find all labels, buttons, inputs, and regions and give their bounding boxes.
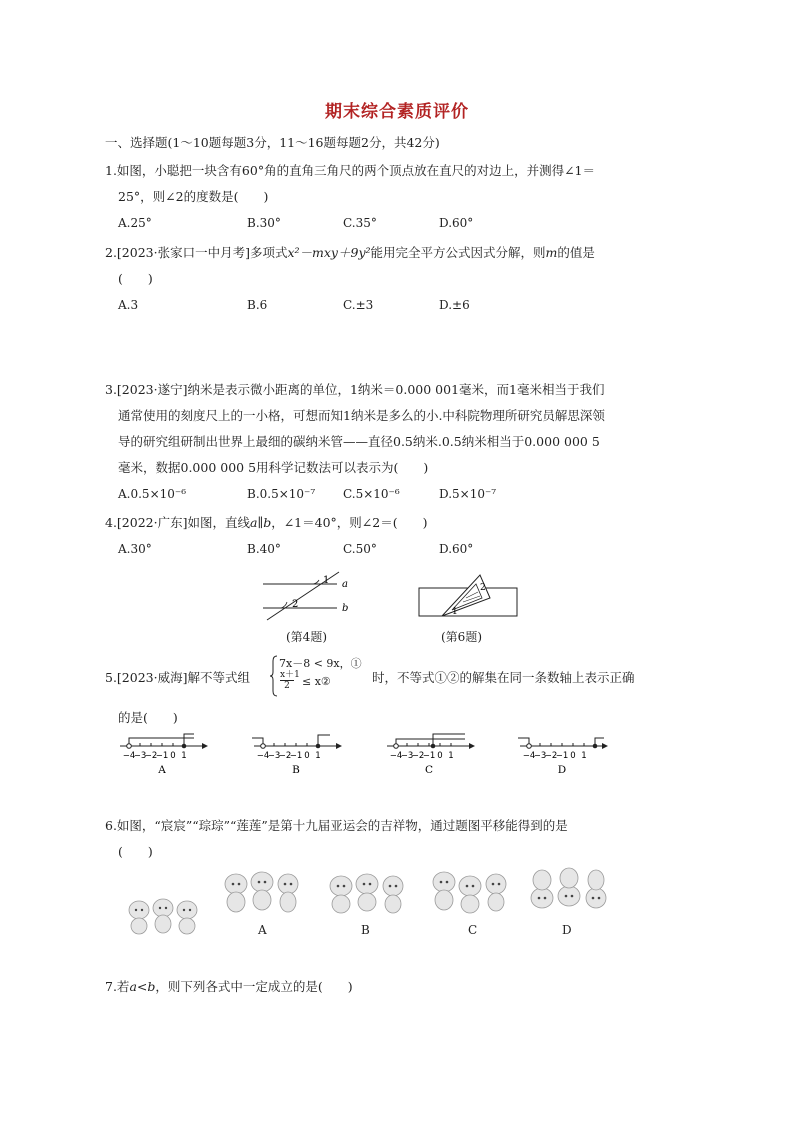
q3-option-b[interactable]: B.0.5×10⁻⁷ [247,487,316,501]
q4-prefix: 4.[2022·广东]如图，直线 [105,515,250,530]
q5-fraction-numerator: x＋1 [280,670,300,680]
q4-option-d[interactable]: D.60° [439,542,474,556]
q2-var-m: m [545,245,558,260]
q5-choice-a: A [158,764,166,776]
q3-line2: 通常使用的刻度尺上的一小格，可想而知1纳米是多么的小.中科院物理所研究员解思深领 [118,408,605,423]
q1-option-d[interactable]: D.60° [439,216,474,230]
q5a-tick-0: −4 [122,751,136,761]
q3-line1: 3.[2023·遂宁]纳米是表示微小距离的单位，1纳米＝0.000 001毫米，而1毫米相当于我们 [105,382,605,397]
q5c-tick-4: 0 [437,751,443,761]
figure-4-caption: (第4题) [286,630,327,644]
q4-option-c[interactable]: C.50° [343,542,377,556]
q5-inequality-1: 7x－8 < 9x，① [279,657,362,670]
q5d-tick-1: −3 [533,751,547,761]
q5c-tick-0: −4 [389,751,403,761]
q5-numberline-b[interactable] [252,732,342,776]
q5-fraction-denominator: 2 [284,681,290,691]
q2-prefix: 2.[2023·张家口一中月考]多项式 [105,245,288,260]
q6-mascot-option-d-image[interactable] [524,866,614,916]
q7-suffix: ，则下列各式中一定成立的是( ) [155,979,353,994]
q6-choice-b[interactable]: B [361,923,370,937]
q5a-tick-5: 1 [181,751,187,761]
fig4-label-1: 1 [323,575,330,586]
fig6-label-1: 1 [452,607,458,617]
q4-parallel: a∥b [249,515,272,530]
q6-mascot-option-b-image[interactable] [325,868,409,916]
q5d-tick-2: −2 [544,751,558,761]
fig4-label-a: a [342,579,348,590]
q5a-tick-2: −2 [144,751,158,761]
q5b-tick-1: −3 [267,751,281,761]
q5a-tick-3: −1 [155,751,169,761]
q5b-tick-3: −1 [289,751,303,761]
q1-line1: 1.如图，小聪把一块含有60°角的直角三角尺的两个顶点放在直尺的对边上，并测得∠1＝ [105,163,596,178]
q1-option-c[interactable]: C.35° [343,216,377,230]
q1-line2: 25°，则∠2的度数是( ) [118,189,269,204]
q5-brace [270,655,278,697]
q2-line2: ( ) [118,271,153,286]
q5-choice-d: D [557,764,567,776]
figure-4-parallel-lines [255,570,355,622]
q2-option-c[interactable]: C.±3 [343,298,374,312]
q2-end: 的值是 [557,245,595,260]
q5-numberline-c[interactable] [385,732,475,776]
q2-option-a[interactable]: A.3 [118,298,139,312]
q1-option-a[interactable]: A.25° [118,216,152,230]
q7-prefix: 7.若 [105,979,130,994]
q5b-tick-2: −2 [278,751,292,761]
q5-numberline-a[interactable] [118,732,208,776]
q3-line4: 毫米，数据0.000 000 5用科学记数法可以表示为( ) [118,460,429,475]
figure-6-ruler-triangle [418,572,520,618]
q5a-tick-4: 0 [170,751,176,761]
q5-choice-b: B [292,764,300,776]
q4-option-b[interactable]: B.40° [247,542,281,556]
q5-choice-c: C [424,764,434,776]
q7-line1 [105,976,353,997]
fig4-label-2: 2 [292,599,299,610]
q5-prefix: 5.[2023·威海]解不等式组 [105,670,250,685]
q5a-tick-1: −3 [133,751,147,761]
q5b-tick-0: −4 [256,751,270,761]
q6-line1: 6.如图，“宸宸”“琮琮”“莲莲”是第十九届亚运会的吉祥物，通过题图平移能得到的是 [105,818,568,833]
q7-condition: a<b [129,979,156,994]
q5-suffix: 时，不等式①②的解集在同一条数轴上表示正确 [372,670,635,685]
q3-option-d[interactable]: D.5×10⁻⁷ [439,487,497,501]
q5c-tick-1: −3 [400,751,414,761]
q5-numberline-d[interactable] [518,732,608,776]
q5d-tick-4: 0 [570,751,576,761]
q5d-tick-5: 1 [581,751,587,761]
q6-choice-d[interactable]: D [562,923,572,937]
q4-line1 [105,512,427,533]
q3-option-a[interactable]: A.0.5×10⁻⁶ [118,487,187,501]
q3-line3: 导的研究组研制出世界上最细的碳纳米管——直径0.5纳米.0.5纳米相当于0.000 000 5 [118,434,600,449]
figure-6-caption: (第6题) [441,630,482,644]
q6-line2: ( ) [118,844,153,859]
q5c-tick-2: −2 [411,751,425,761]
q2-option-d[interactable]: D.±6 [439,298,470,312]
q5d-tick-0: −4 [522,751,536,761]
q6-mascot-option-c-image[interactable] [428,868,512,916]
q2-line1 [105,242,595,263]
q4-option-a[interactable]: A.30° [118,542,152,556]
fig6-label-2: 2 [480,583,486,593]
q2-option-b[interactable]: B.6 [247,298,268,312]
q5d-tick-3: −1 [555,751,569,761]
section-heading: 一、选择题(1～10题每题3分，11～16题每题2分，共42分) [105,135,440,150]
q6-choice-c[interactable]: C [468,923,478,937]
q1-option-b[interactable]: B.30° [247,216,281,230]
q5-fraction [280,670,300,691]
q5b-tick-5: 1 [315,751,321,761]
q5c-tick-3: −1 [422,751,436,761]
page-title: 期末综合素质评价 [325,102,469,122]
q5c-tick-5: 1 [448,751,454,761]
q3-option-c[interactable]: C.5×10⁻⁶ [343,487,400,501]
q2-suffix: 能用完全平方公式因式分解，则 [370,245,546,260]
q5-line2: 的是( ) [118,710,178,725]
q6-mascot-original-image [125,890,203,936]
fig4-label-b: b [342,603,349,614]
q5-inequality-2: ≤ x② [302,675,331,688]
q2-polynomial: x²－mxy＋9y² [287,245,371,260]
q5b-tick-4: 0 [304,751,310,761]
q6-choice-a[interactable]: A [258,923,267,937]
q4-suffix: ，∠1＝40°，则∠2＝( ) [271,515,428,530]
q6-mascot-option-a-image[interactable] [220,868,304,916]
